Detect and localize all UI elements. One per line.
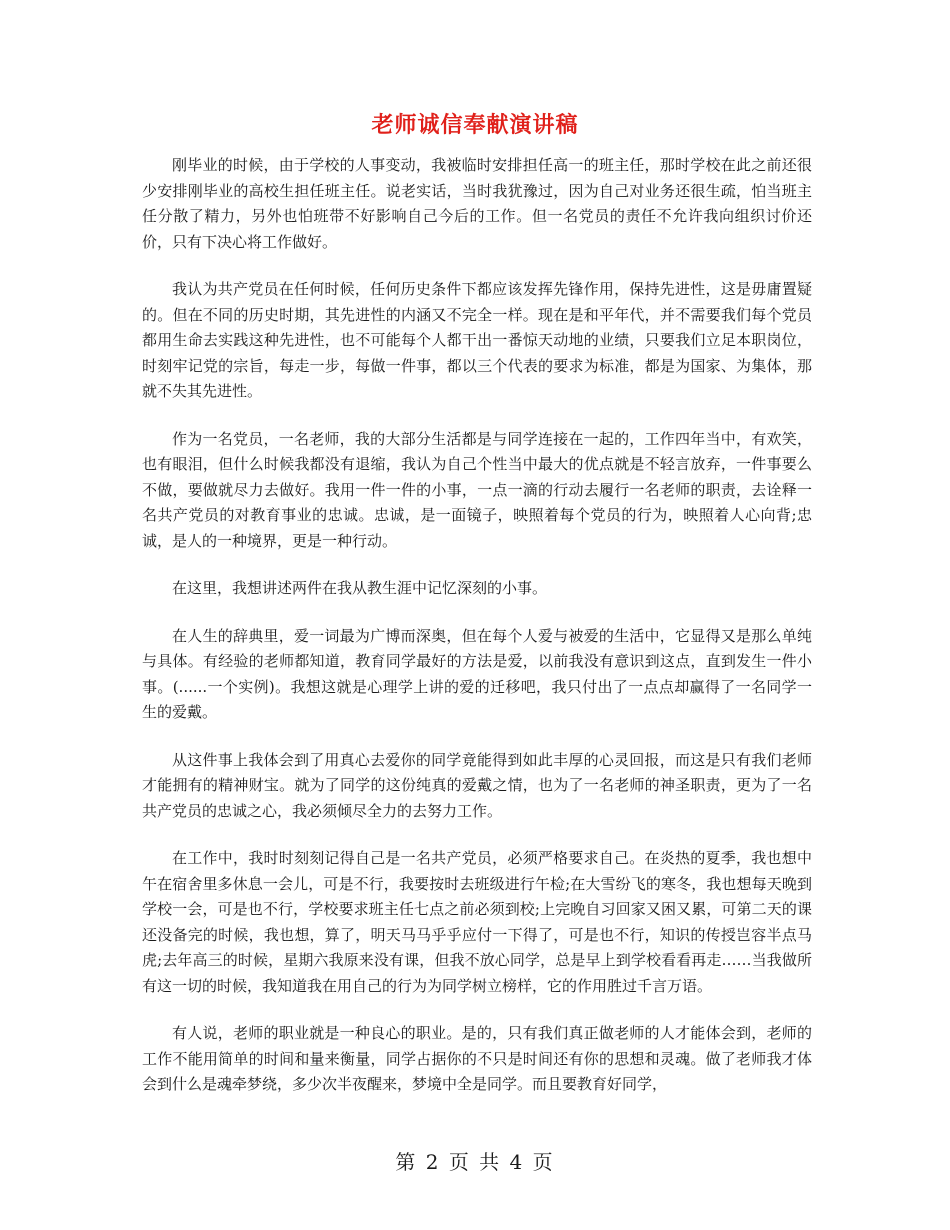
document-body xyxy=(142,153,812,1120)
paragraph: 在人生的辞典里，爱一词最为广博而深奥，但在每个人爱与被爱的生活中，它显得又是那么单纯与具体。有经验的老师都知道，教育同学最好的方法是爱，以前我没有意识到这点，直到发生一件小事。(......一个实例)。我想这就是心理学上讲的爱的迁移吧，我只付出了一点点却赢得了一名同学一生的爱戴。 xyxy=(142,626,812,721)
document-title: 老师诚信奉献演讲稿 xyxy=(371,113,579,138)
paragraph: 我认为共产党员在任何时候，任何历史条件下都应该发挥先锋作用，保持先进性，这是毋庸置疑的。但在不同的历史时期，其先进性的内涵又不完全一样。现在是和平年代，并不需要我们每个党员都用生命去实践这种先进性，也不可能每个人都干出一番惊天动地的业绩，只要我们立足本职岗位，时刻牢记党的宗旨，每走一步，每做一件事，都以三个代表的要求为标准，都是为国家、为集体，那就不失其先进性。 xyxy=(142,280,812,400)
paragraph: 在这里，我想讲述两件在我从教生涯中记忆深刻的小事。 xyxy=(172,579,548,597)
paragraph: 作为一名党员，一名老师，我的大部分生活都是与同学连接在一起的，工作四年当中，有欢笑，也有眼泪，但什么时候我都没有退缩，我认为自己个性当中最大的优点就是不轻言放弃，一件事要么不做，要做就尽力去做好。我用一件一件的小事，一点一滴的行动去履行一名老师的职责，去诠释一名共产党员的对教育事业的忠诚。忠诚，是一面镜子，映照着每个党员的行为，映照着人心向背;忠诚，是人的一种境界，更是一种行动。 xyxy=(142,429,812,550)
paragraph: 刚毕业的时候，由于学校的人事变动，我被临时安排担任高一的班主任，那时学校在此之前还很少安排刚毕业的高校生担任班主任。说老实话，当时我犹豫过，因为自己对业务还很生疏，怕当班主任分散了精力，另外也怕班带不好影响自己今后的工作。但一名党员的责任不允许我向组织讨价还价，只有下决心将工作做好。 xyxy=(142,156,812,251)
paragraph: 有人说，老师的职业就是一种良心的职业。是的，只有我们真正做老师的人才能体会到，老师的工作不能用简单的时间和量来衡量，同学占据你的不只是时间还有你的思想和灵魂。做了老师我才体会到什么是魂牵梦绕，多少次半夜醒来，梦境中全是同学。而且要教育好同学， xyxy=(142,1024,812,1093)
page-number-footer: 第 2 页 共 4 页 xyxy=(395,1150,555,1174)
paragraph: 从这件事上我体会到了用真心去爱你的同学竟能得到如此丰厚的心灵回报，而这是只有我们老师才能拥有的精神财宝。就为了同学的这份纯真的爱戴之情，也为了一名老师的神圣职责，更为了一名共产党员的忠诚之心，我必须倾尽全力的去努力工作。 xyxy=(142,750,812,820)
paragraph: 在工作中，我时时刻刻记得自己是一名共产党员，必须严格要求自己。在炎热的夏季，我也想中午在宿舍里多休息一会儿，可是不行，我要按时去班级进行午检;在大雪纷飞的寒冬，我也想每天晚到学校一会，可是也不行，学校要求班主任七点之前必须到校;上完晚自习回家又困又累，可第二天的课还没备完的时候，我也想，算了，明天马马乎乎应付一下得了，可是也不行，知识的传授岂容半点马虎;去年高三的时候，星期六我原来没有课，但我不放心同学，总是早上到学校看看再走……当我做所有这一切的时候，我知道我在用自己的行为为同学树立榜样，它的作用胜过千言万语。 xyxy=(142,849,812,995)
